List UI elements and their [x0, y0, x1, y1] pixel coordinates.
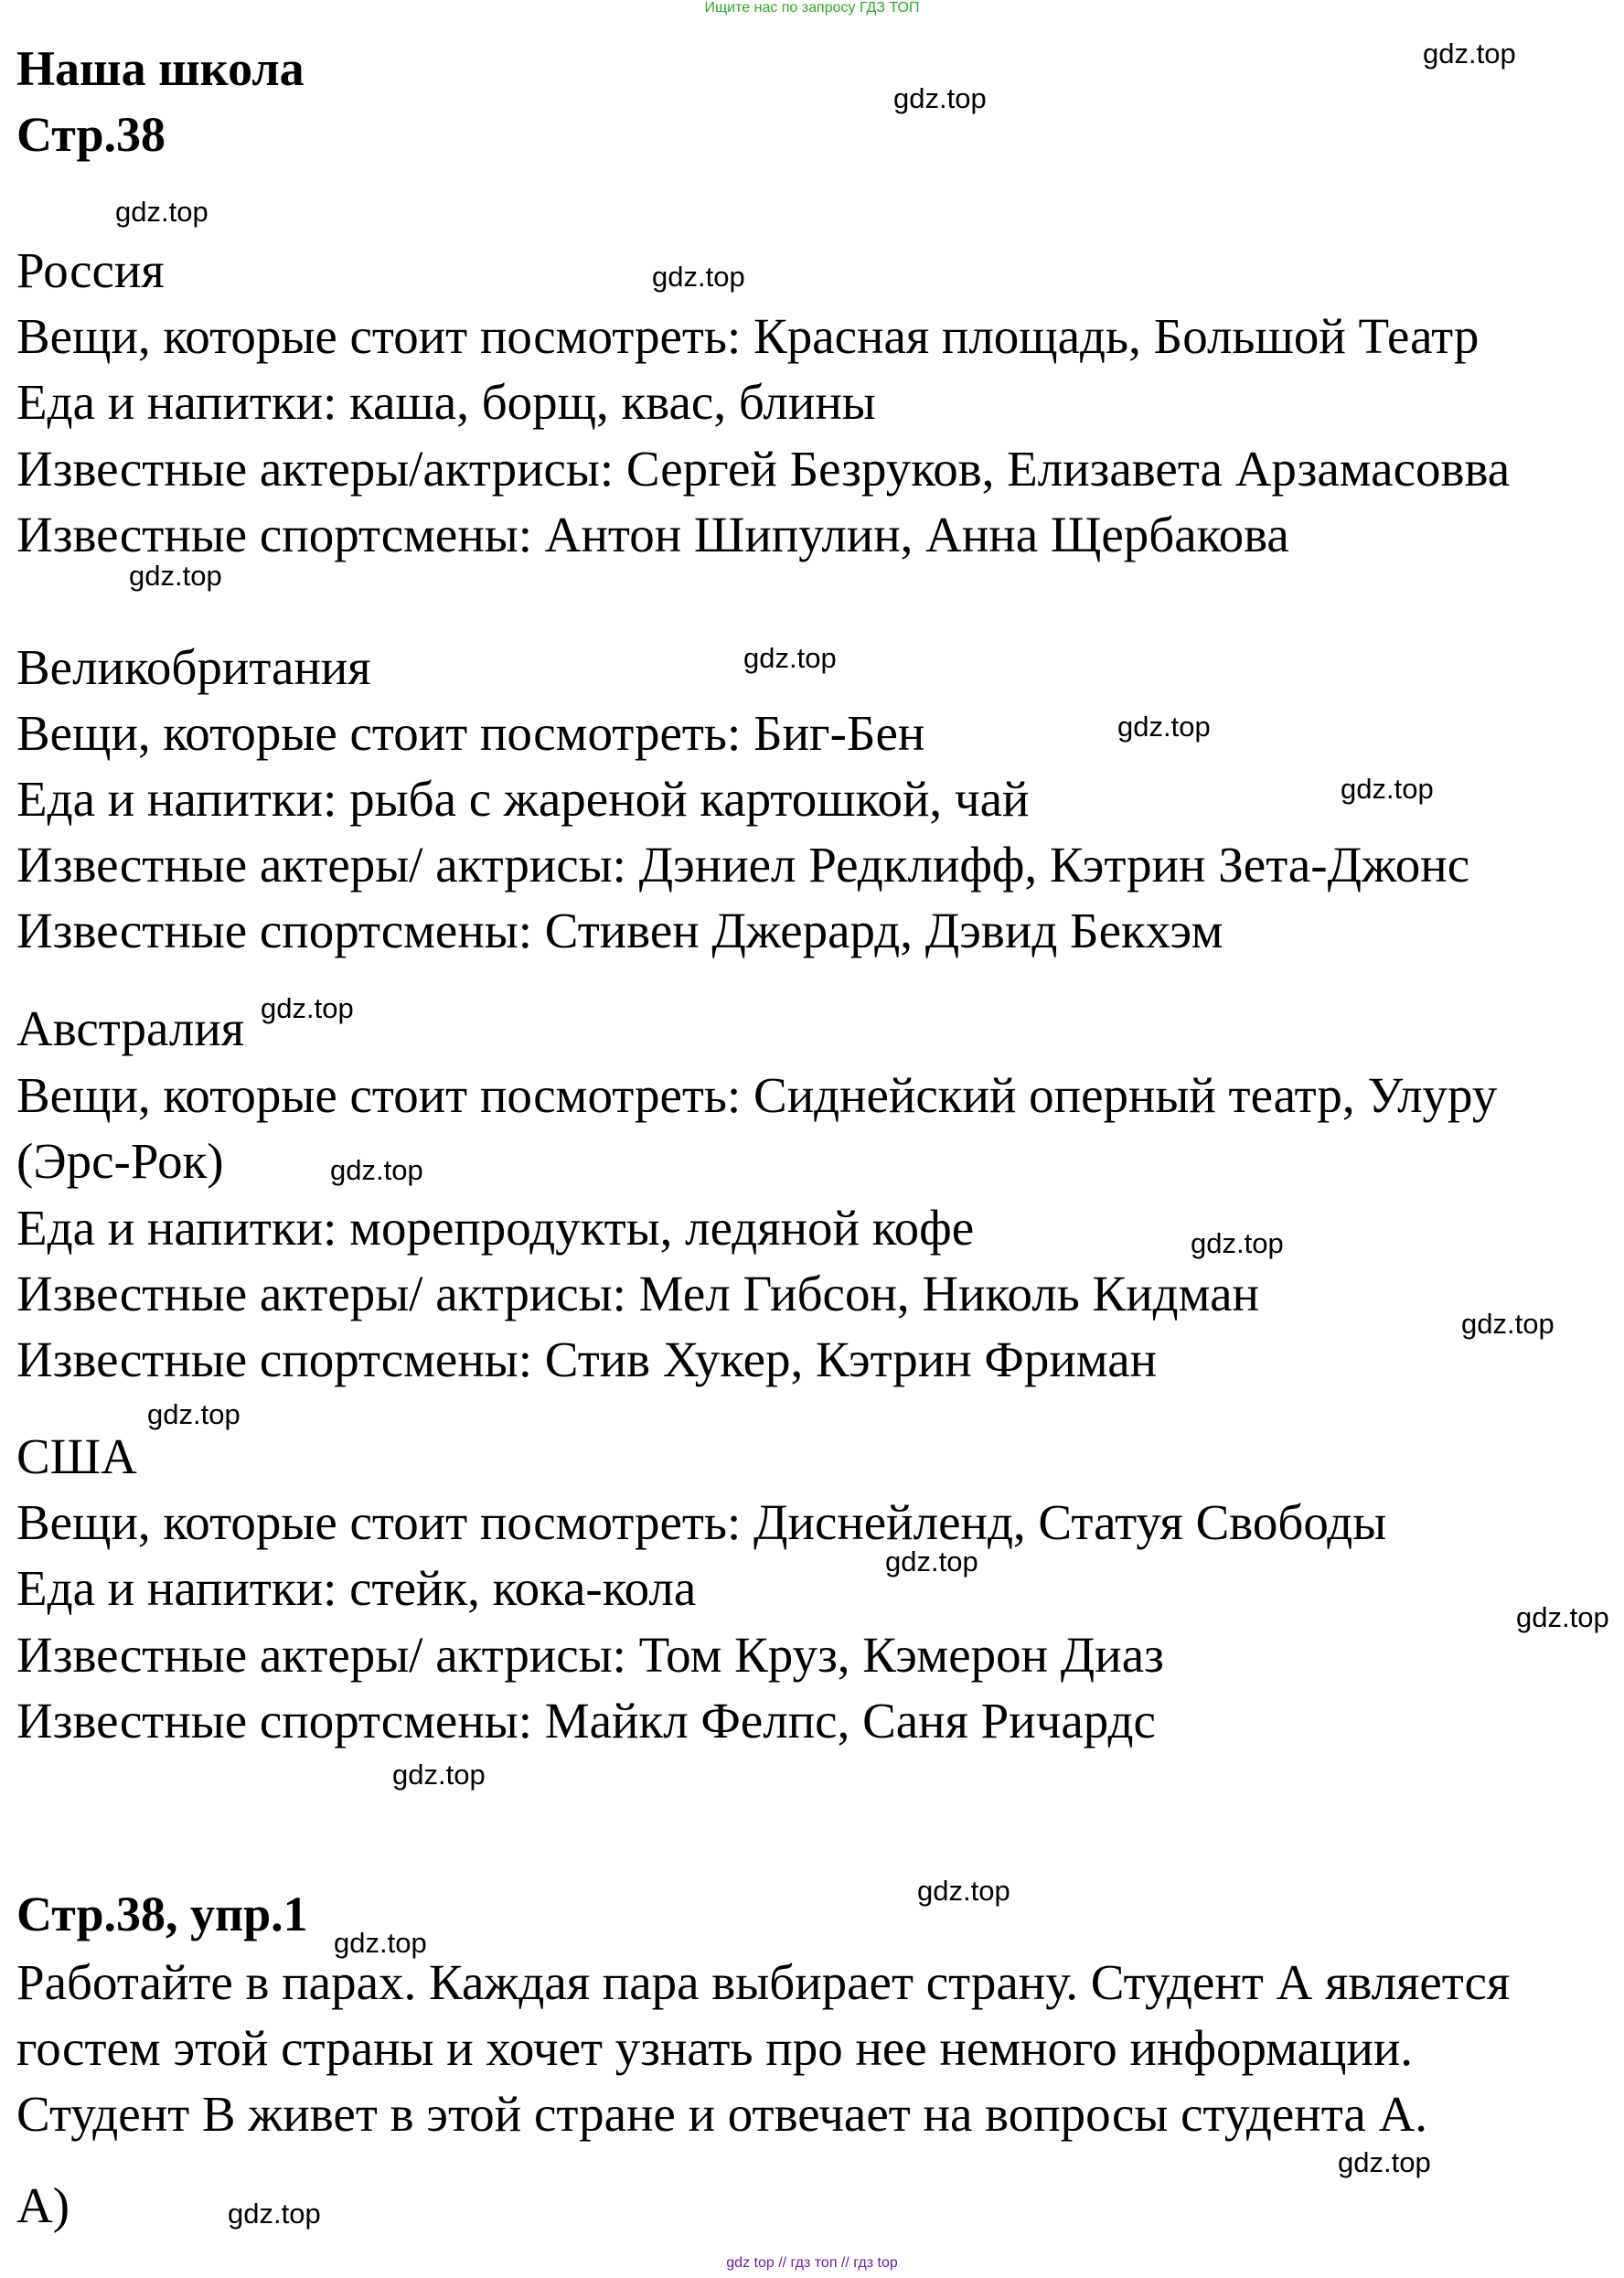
watermark: gdz.top [330, 1154, 423, 1186]
exercise-text-line-2: гостем этой страны и хочет узнать про нее немного информации. [16, 2020, 1414, 2076]
exercise-heading: Стр.38, упр.1 [16, 1887, 308, 1941]
page-heading: Стр.38 [16, 107, 166, 162]
watermark: gdz.top [917, 1875, 1010, 1907]
sights-usa: Вещи, которые стоит посмотреть: Диснейленд, Статуя Свободы [16, 1494, 1387, 1550]
watermark: gdz.top [1461, 1308, 1555, 1340]
sights-australia: Вещи, которые стоит посмотреть: Сиднейский оперный театр, Улуру [16, 1067, 1498, 1123]
watermark: gdz.top [1338, 2146, 1431, 2178]
food-uk: Еда и напитки: рыба с жареной картошкой, чай [16, 771, 1030, 827]
watermark: gdz.top [1423, 37, 1516, 70]
exercise-text-line-1: Работайте в парах. Каждая пара выбирает страну. Студент А является [16, 1954, 1511, 2010]
watermark: gdz.top [1516, 1601, 1609, 1633]
sights-australia-continued: (Эрс-Рок) [16, 1133, 224, 1189]
actors-uk: Известные актеры/ актрисы: Дэниел Редклифф, Кэтрин Зета-Джонс [16, 837, 1470, 893]
actors-usa: Известные актеры/ актрисы: Том Круз, Кэмерон Диаз [16, 1627, 1164, 1683]
country-name-uk: Великобритания [16, 639, 371, 695]
exercise-item-label: А) [16, 2177, 70, 2233]
bottom-banner: gdz top // гдз топ // гдз top [726, 2255, 898, 2271]
top-banner: Ищите нас по запросу ГДЗ ТОП [704, 0, 920, 16]
book-title: Наша школа [16, 41, 304, 96]
watermark: gdz.top [1191, 1227, 1284, 1259]
athletes-russia: Известные спортсмены: Антон Шипулин, Анна Щербакова [16, 507, 1289, 562]
watermark: gdz.top [1117, 711, 1211, 743]
watermark: gdz.top [228, 2198, 321, 2230]
athletes-uk: Известные спортсмены: Стивен Джерард, Дэвид Бекхэм [16, 903, 1223, 958]
watermark: gdz.top [334, 1927, 427, 1959]
actors-russia: Известные актеры/актрисы: Сергей Безруков, Елизавета Арзамасовва [16, 441, 1511, 497]
watermark: gdz.top [129, 560, 222, 592]
watermark: gdz.top [885, 1545, 978, 1577]
country-name-australia: Австралия [16, 1000, 245, 1056]
country-name-usa: США [16, 1428, 137, 1484]
food-russia: Еда и напитки: каша, борщ, квас, блины [16, 374, 876, 430]
watermark: gdz.top [115, 196, 208, 228]
watermark: gdz.top [1341, 773, 1434, 805]
watermark: gdz.top [147, 1398, 240, 1430]
athletes-usa: Известные спортсмены: Майкл Фелпс, Саня Ричардс [16, 1693, 1156, 1749]
watermark: gdz.top [392, 1759, 486, 1791]
exercise-text-line-3: Студент В живет в этой стране и отвечает на вопросы студента А. [16, 2086, 1428, 2142]
watermark: gdz.top [652, 261, 745, 293]
food-australia: Еда и напитки: морепродукты, ледяной кофе [16, 1200, 975, 1256]
watermark: gdz.top [743, 642, 837, 674]
country-name-russia: Россия [16, 242, 165, 298]
actors-australia: Известные актеры/ актрисы: Мел Гибсон, Николь Кидман [16, 1266, 1259, 1321]
food-usa: Еда и напитки: стейк, кока-кола [16, 1560, 697, 1616]
athletes-australia: Известные спортсмены: Стив Хукер, Кэтрин Фриман [16, 1332, 1158, 1387]
sights-uk: Вещи, которые стоит посмотреть: Биг-Бен [16, 705, 925, 761]
watermark: gdz.top [893, 82, 987, 114]
sights-russia: Вещи, которые стоит посмотреть: Красная площадь, Большой Театр [16, 308, 1480, 364]
watermark: gdz.top [261, 992, 354, 1024]
